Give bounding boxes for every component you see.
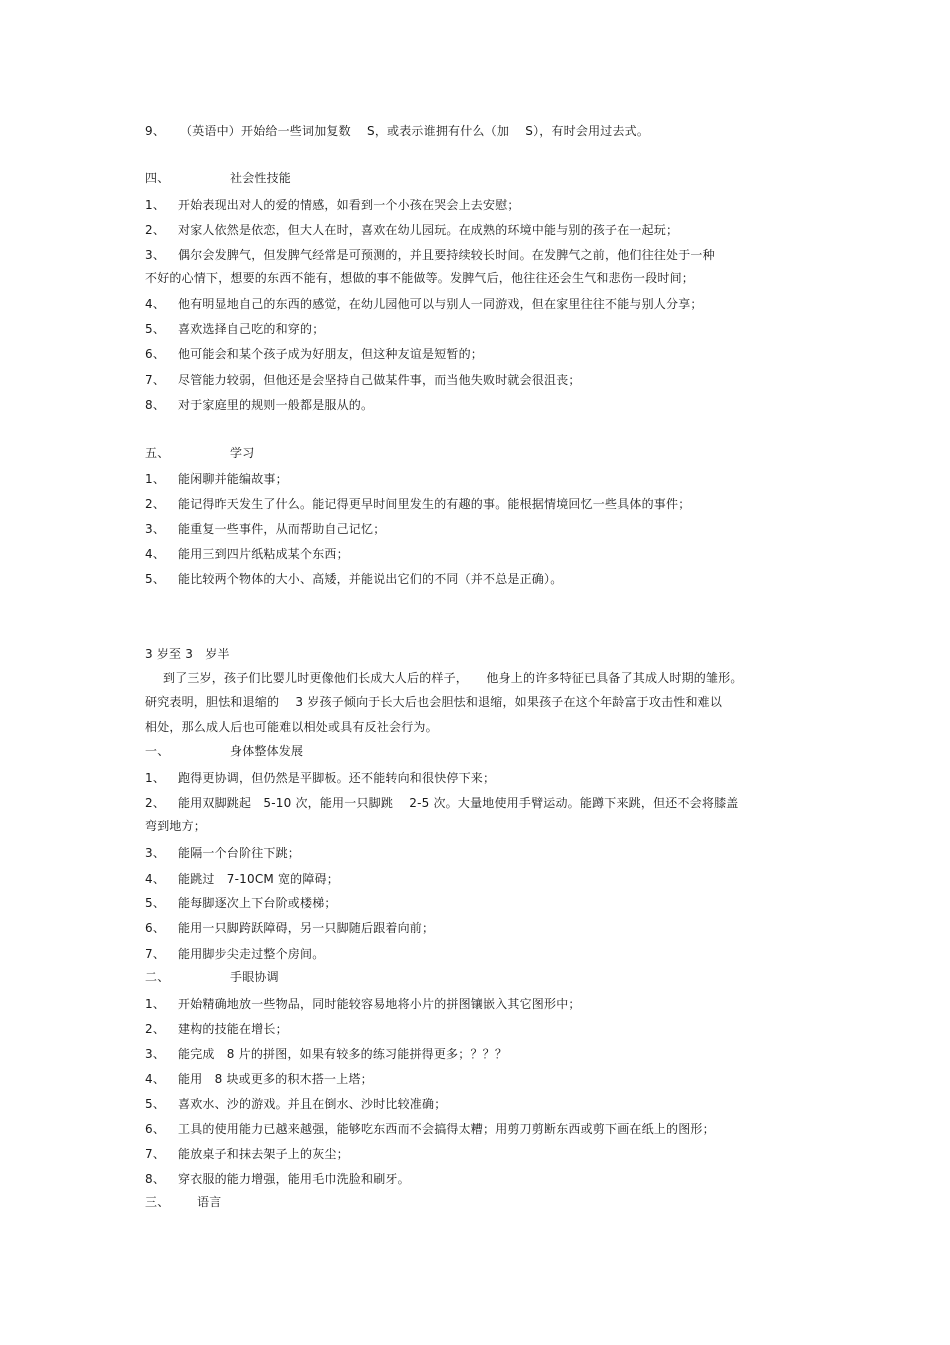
section-title: 身体整体发展 xyxy=(230,744,304,758)
item-number: 8、 xyxy=(145,1172,166,1186)
item-text: （英语中）开始给一些词加复数 S，或表示谁拥有什么（加 S），有时会用过去式。 xyxy=(180,124,650,138)
item-number: 5、 xyxy=(145,322,166,336)
item-text: 能用脚步尖走过整个房间。 xyxy=(178,947,325,961)
item-number: 7、 xyxy=(145,1147,166,1161)
item-number: 2、 xyxy=(145,1022,166,1036)
item-text: 对于家庭里的规则一般都是服从的。 xyxy=(178,398,374,412)
intro-line: 研究表明，胆怯和退缩的 3 岁孩子倾向于长大后也会胆怯和退缩，如果孩子在这个年龄富于攻击性和难以 xyxy=(145,695,723,709)
item-text: 尽管能力较弱，但他还是会坚持自己做某件事，而当他失败时就会很沮丧； xyxy=(178,373,581,387)
item-continuation: 弯到地方； xyxy=(145,819,207,833)
item-number: 9、 xyxy=(145,124,166,138)
section-title: 语言 xyxy=(197,1195,222,1209)
item-number: 5、 xyxy=(145,572,166,586)
item-number: 6、 xyxy=(145,1122,166,1136)
item-text: 能记得昨天发生了什么。能记得更早时间里发生的有趣的事。能根据情境回忆一些具体的事件； xyxy=(178,497,691,511)
item-number: 1、 xyxy=(145,997,166,1011)
item-number: 1、 xyxy=(145,771,166,785)
item-number: 4、 xyxy=(145,297,166,311)
section-number: 二、 xyxy=(145,970,170,984)
item-number: 2、 xyxy=(145,223,166,237)
item-continuation: 不好的心情下，想要的东西不能有，想做的事不能做等。发脾气后，他往往还会生气和悲伤一段时间； xyxy=(145,271,695,285)
item-text: 对家人依然是依恋，但大人在时，喜欢在幼儿园玩。在成熟的环境中能与别的孩子在一起玩； xyxy=(178,223,679,237)
item-text: 能用 8 块或更多的积木搭一上塔； xyxy=(178,1072,373,1086)
item-text: 能重复一些事件，从而帮助自己记忆； xyxy=(178,522,386,536)
item-text: 喜欢选择自己吃的和穿的； xyxy=(178,322,325,336)
item-text: 能隔一个台阶往下跳； xyxy=(178,846,301,860)
item-number: 7、 xyxy=(145,947,166,961)
item-text: 能完成 8 片的拼图，如果有较多的练习能拼得更多；？？？ xyxy=(178,1047,508,1061)
item-text: 建构的技能在增长； xyxy=(178,1022,288,1036)
item-number: 2、 xyxy=(145,497,166,511)
item-text: 能比较两个物体的大小、高矮，并能说出它们的不同（并不总是正确）。 xyxy=(178,572,563,586)
section-title: 学习 xyxy=(230,446,255,460)
item-text: 能跳过 7-10CM 宽的障碍； xyxy=(178,872,339,886)
item-text: 偶尔会发脾气，但发脾气经常是可预测的，并且要持续较长时间。在发脾气之前，他们往往处于一种 xyxy=(178,248,715,262)
item-text: 开始精确地放一些物品，同时能较容易地将小片的拼图镶嵌入其它图形中； xyxy=(178,997,581,1011)
item-text: 工具的使用能力已越来越强，能够吃东西而不会搞得太糟；用剪刀剪断东西或剪下画在纸上的图形； xyxy=(178,1122,715,1136)
item-text: 能用双脚跳起 5-10 次，能用一只脚跳 2-5 次。大量地使用手臂运动。能蹲下来跳，但还不会将膝盖 xyxy=(178,796,739,810)
item-text: 他有明显地自己的东西的感觉，在幼儿园他可以与别人一同游戏，但在家里往往不能与别人分享； xyxy=(178,297,703,311)
item-text: 跑得更协调，但仍然是平脚板。还不能转向和很快停下来； xyxy=(178,771,496,785)
section-number: 三、 xyxy=(145,1195,170,1209)
section-title: 手眼协调 xyxy=(230,970,279,984)
item-text: 穿衣服的能力增强，能用毛巾洗脸和刷牙。 xyxy=(178,1172,410,1186)
item-text: 能闲聊并能编故事； xyxy=(178,472,288,486)
item-number: 4、 xyxy=(145,547,166,561)
section-number: 四、 xyxy=(145,171,170,185)
item-number: 3、 xyxy=(145,1047,166,1061)
item-number: 3、 xyxy=(145,522,166,536)
section-number: 五、 xyxy=(145,446,170,460)
item-number: 6、 xyxy=(145,347,166,361)
item-number: 7、 xyxy=(145,373,166,387)
item-number: 1、 xyxy=(145,198,166,212)
section-title: 社会性技能 xyxy=(230,171,292,185)
item-text: 他可能会和某个孩子成为好朋友，但这种友谊是短暂的； xyxy=(178,347,484,361)
item-number: 4、 xyxy=(145,1072,166,1086)
item-text: 能每脚逐次上下台阶或楼梯； xyxy=(178,896,337,910)
age-heading: 3 岁至 3 岁半 xyxy=(145,647,230,661)
section-number: 一、 xyxy=(145,744,170,758)
item-number: 4、 xyxy=(145,872,166,886)
item-text: 能用三到四片纸粘成某个东西； xyxy=(178,547,349,561)
item-text: 开始表现出对人的爱的情感，如看到一个小孩在哭会上去安慰； xyxy=(178,198,520,212)
item-number: 3、 xyxy=(145,846,166,860)
item-text: 能用一只脚跨跃障碍，另一只脚随后跟着向前； xyxy=(178,921,435,935)
item-number: 5、 xyxy=(145,896,166,910)
item-number: 3、 xyxy=(145,248,166,262)
item-number: 5、 xyxy=(145,1097,166,1111)
item-text: 能放桌子和抹去架子上的灰尘； xyxy=(178,1147,349,1161)
item-number: 6、 xyxy=(145,921,166,935)
item-number: 1、 xyxy=(145,472,166,486)
item-text: 喜欢水、沙的游戏。并且在倒水、沙时比较准确； xyxy=(178,1097,447,1111)
item-number: 2、 xyxy=(145,796,166,810)
intro-line: 相处，那么成人后也可能难以相处或具有反社会行为。 xyxy=(145,720,438,734)
intro-line: 到了三岁，孩子们比婴儿时更像他们长成大人后的样子， 他身上的许多特征已具备了其成人时期的雏形。 xyxy=(163,671,743,685)
item-number: 8、 xyxy=(145,398,166,412)
